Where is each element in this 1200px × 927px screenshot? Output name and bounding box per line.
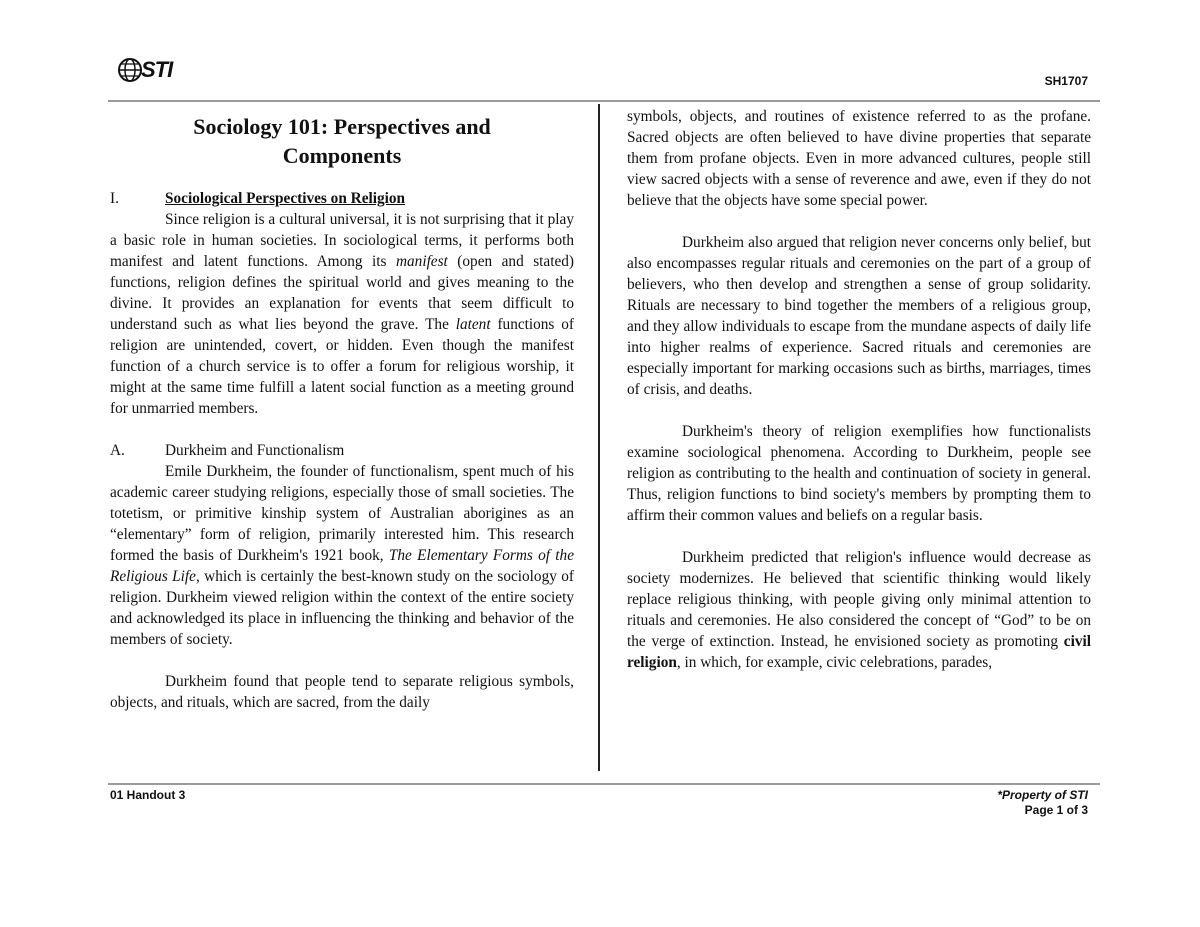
section-number: I. xyxy=(110,190,119,207)
page-number: Page 1 of 3 xyxy=(1024,803,1088,817)
paragraph-prediction xyxy=(627,547,1091,673)
emphasis-latent: latent xyxy=(455,316,491,333)
globe-icon xyxy=(116,56,144,84)
text-run: Since religion is a cultural universal, it is not surprising that it play a basic role in human societies. In sociological terms, it performs both manifest and latent functions. Among its xyxy=(110,211,574,270)
text-run: Emile Durkheim, the founder of functionalism, spent much of his academic career studying religions, especially those of small societies. The totetism, or primitive kinship system of Australian aborigines as an “elementary” form of religion, primarily interested him. This research formed the basis of Durkheim's 1921 book, xyxy=(110,463,574,564)
emphasis-manifest: manifest xyxy=(395,253,448,270)
paragraph-sacred: Durkheim found that people tend to separate religious symbols, objects, and rituals, which are sacred, from the daily xyxy=(110,673,574,711)
left-column xyxy=(110,106,574,713)
subsection-number: A. xyxy=(110,442,125,459)
text-run: functions of religion are unintended, covert, or hidden. Even though the manifest function of a church service is to offer a forum for religious worship, it might at the same time fulfill a latent social function as a meeting ground for unmarried members. xyxy=(110,316,574,417)
text-run: , in which, for example, civic celebrations, parades, xyxy=(676,654,993,671)
page-title xyxy=(110,112,574,170)
logo-text: STI xyxy=(141,57,173,82)
header-rule xyxy=(108,100,1100,102)
text-run: (open and stated) functions, religion defines the spiritual world and gives meaning to the divine. It provides an explanation for events that seem difficult to understand such as what lies beyond the grave. The xyxy=(110,253,574,333)
right-column xyxy=(627,106,1091,673)
property-notice: *Property of STI xyxy=(997,788,1088,802)
paragraph-intro xyxy=(110,209,574,419)
text-run: , which is certainly the best-known study on the sociology of religion. Durkheim viewed religion within the context of the entire society and acknowledged its place in influencing the thinking and behavior of the members of society. xyxy=(110,568,574,648)
document-code: SH1707 xyxy=(1044,74,1088,88)
civil-religion-term: civil religion xyxy=(627,633,1091,671)
sti-logo xyxy=(116,55,172,85)
column-divider xyxy=(598,104,600,771)
section-title: Sociological Perspectives on Religion xyxy=(165,190,406,207)
handout-label: 01 Handout 3 xyxy=(110,788,186,802)
paragraph-rituals: Durkheim also argued that religion never concerns only belief, but also encompasses regular rituals and ceremonies on the part of a group of believers, who then develop and strengthen a sense of group solidarity. Rituals are necessary to bind together the members of a religious group, and they allow individuals to escape from the mundane aspects of daily life into higher realms of experience. Sacred rituals and ceremonies are especially important for marking occasions such as births, marriages, times of crisis, and deaths. xyxy=(627,234,1091,398)
section-heading xyxy=(110,188,574,209)
paragraph-profane: symbols, objects, and routines of existence referred to as the profane. Sacred objects are often believed to have divine properties that separate them from profane objects. Even in more advanced cultures, people still view sacred objects with a sense of reverence and awe, even if they do not believe that the objects have some special power. xyxy=(627,108,1091,209)
paragraph-durkheim xyxy=(110,461,574,650)
footer-right xyxy=(997,788,1088,818)
paragraph-theory: Durkheim's theory of religion exemplifies how functionalists examine sociological phenomena. According to Durkheim, people see religion as contributing to the health and continuation of society in general. Thus, religion functions to bind society's members by prompting them to affirm their common values and beliefs on a regular basis. xyxy=(627,423,1091,524)
text-run: Durkheim predicted that religion's influence would decrease as society modernizes. He believed that scientific thinking would likely replace religious thinking, with people giving only minimal attention to rituals and ceremonies. He also considered the concept of “God” to be on the verge of extinction. Instead, he envisioned society as promoting xyxy=(627,549,1091,650)
subsection-title: Durkheim and Functionalism xyxy=(165,442,345,459)
title-line-2: Components xyxy=(282,143,402,168)
footer-rule xyxy=(108,783,1100,785)
book-title: The Elementary Forms of the Religious Life xyxy=(110,547,574,585)
subsection-heading xyxy=(110,440,574,461)
title-line-1: Sociology 101: Perspectives and xyxy=(193,114,491,139)
